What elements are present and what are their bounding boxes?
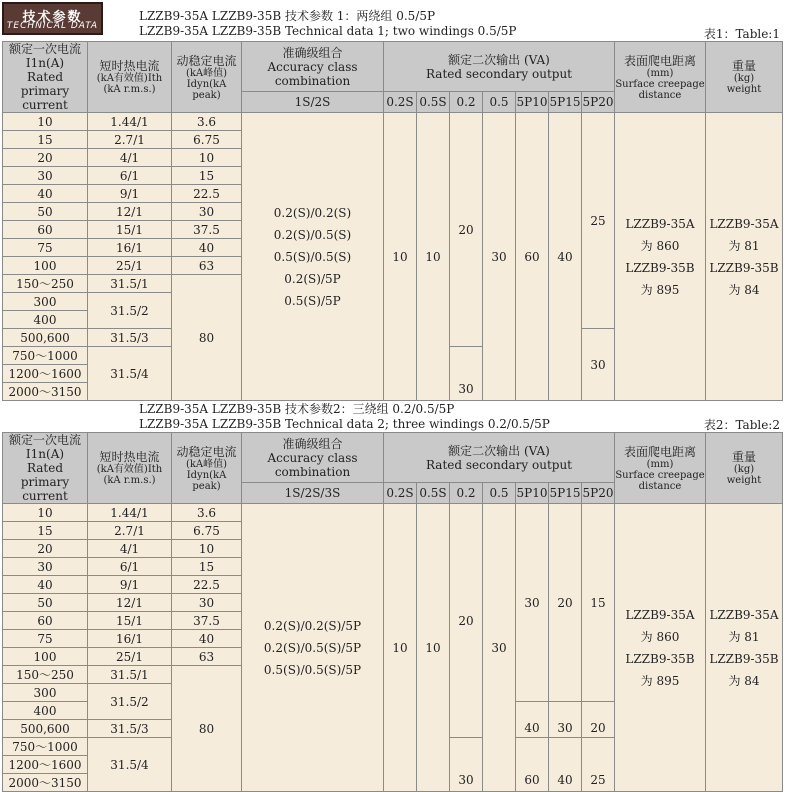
current-cell: 750～1000 — [3, 738, 88, 756]
thermal-cell: 4/1 — [88, 149, 172, 167]
current-cell: 300 — [3, 293, 88, 311]
thermal-cell: 25/1 — [88, 648, 172, 666]
output-5P15-low: 40 — [549, 738, 582, 792]
dynamic-cell: 40 — [172, 630, 242, 648]
output-0.2-low: 30 — [450, 738, 483, 792]
output-0.2: 20 — [450, 113, 483, 347]
thermal-cell: 15/1 — [88, 612, 172, 630]
table2-label: 表2：Table:2 — [703, 418, 780, 432]
output-5P10: 30 — [516, 504, 549, 702]
col-0.2: 0.2 — [450, 483, 483, 504]
output-0.2S: 10 — [384, 504, 417, 792]
col-5P20: 5P20 — [582, 483, 615, 504]
output-0.2-low: 30 — [450, 347, 483, 401]
secondary-output-header: 额定二次输出 (VA) Rated secondary output — [384, 42, 615, 92]
accuracy-combination-header: 准确级组合 Accuracy class combination — [242, 433, 384, 483]
dynamic-cell: 22.5 — [172, 185, 242, 203]
creepage-header: 表面爬电距离 (mm) Surface creepage distance — [615, 433, 706, 504]
dynamic-cell: 37.5 — [172, 221, 242, 239]
thermal-cell: 9/1 — [88, 185, 172, 203]
weight-header: 重量 (kg) weight — [706, 433, 783, 504]
badge-title-cn: 技术参数 — [22, 10, 83, 25]
output-5P20: 15 — [582, 504, 615, 702]
col-5P10: 5P10 — [516, 92, 549, 113]
current-cell: 10 — [3, 504, 88, 522]
current-cell: 50 — [3, 594, 88, 612]
table1 — [2, 41, 783, 401]
output-0.5S: 10 — [417, 113, 450, 401]
col-0.5: 0.5 — [483, 483, 516, 504]
thermal-cell: 16/1 — [88, 630, 172, 648]
output-0.2S: 10 — [384, 113, 417, 401]
thermal-cell: 6/1 — [88, 558, 172, 576]
thermal-current-header: 短时热电流 (kA有效值)Ith (kA r.m.s.) — [88, 42, 172, 113]
current-cell: 1200～1600 — [3, 756, 88, 774]
current-cell: 2000～3150 — [3, 383, 88, 401]
col-0.5S: 0.5S — [417, 92, 450, 113]
secondary-output-header: 额定二次输出 (VA) Rated secondary output — [384, 433, 615, 483]
dynamic-cell: 30 — [172, 203, 242, 221]
dynamic-cell: 10 — [172, 540, 242, 558]
thermal-cell: 31.5/3 — [88, 329, 172, 347]
weight-values: LZZB9-35A 为 81 LZZB9-35B 为 84 — [706, 113, 783, 401]
current-cell: 300 — [3, 684, 88, 702]
table2-caption-en: LZZB9-35A LZZB9-35B Technical data 2; three windings 0.2/0.5/5P — [139, 417, 550, 431]
current-cell: 40 — [3, 576, 88, 594]
dynamic-cell: 15 — [172, 558, 242, 576]
thermal-cell: 31.5/1 — [88, 666, 172, 684]
current-cell: 150～250 — [3, 275, 88, 293]
dynamic-cell: 63 — [172, 648, 242, 666]
thermal-cell: 31.5/1 — [88, 275, 172, 293]
dynamic-cell: 3.6 — [172, 113, 242, 131]
current-cell: 100 — [3, 257, 88, 275]
current-cell: 75 — [3, 239, 88, 257]
current-cell: 50 — [3, 203, 88, 221]
col-0.5S: 0.5S — [417, 483, 450, 504]
current-cell: 15 — [3, 522, 88, 540]
current-cell: 400 — [3, 311, 88, 329]
current-cell: 20 — [3, 540, 88, 558]
output-5P20-low: 25 — [582, 738, 615, 792]
thermal-cell: 12/1 — [88, 594, 172, 612]
output-5P20-mid: 20 — [582, 702, 615, 738]
table1-caption-cn: LZZB9-35A LZZB9-35B 技术参数 1：两绕组 0.5/5P — [139, 9, 436, 23]
output-5P15: 20 — [549, 504, 582, 702]
col-5P15: 5P15 — [549, 483, 582, 504]
table1-label: 表1：Table:1 — [703, 27, 780, 41]
badge-title-en: TECHNICAL DATA — [6, 21, 99, 31]
output-0.2: 20 — [450, 504, 483, 738]
dynamic-current-header: 动稳定电流 (kA峰值) Idyn(kA peak) — [172, 42, 242, 113]
dynamic-cell: 63 — [172, 257, 242, 275]
thermal-current-header: 短时热电流 (kA有效值)Ith (kA r.m.s.) — [88, 433, 172, 504]
dynamic-cell: 40 — [172, 239, 242, 257]
table1-caption-en: LZZB9-35A LZZB9-35B Technical data 1; two windings 0.5/5P — [139, 24, 517, 38]
col-0.2S: 0.2S — [384, 92, 417, 113]
dynamic-cell: 22.5 — [172, 576, 242, 594]
output-5P10-mid: 40 — [516, 702, 549, 738]
dynamic-cell: 6.75 — [172, 131, 242, 149]
current-cell: 15 — [3, 131, 88, 149]
thermal-cell-merged: 31.5/4 — [88, 347, 172, 401]
table2 — [2, 432, 783, 792]
dynamic-cell: 6.75 — [172, 522, 242, 540]
current-cell: 150～250 — [3, 666, 88, 684]
col-0.2S: 0.2S — [384, 483, 417, 504]
thermal-cell: 15/1 — [88, 221, 172, 239]
current-cell: 1200～1600 — [3, 365, 88, 383]
current-cell: 500,600 — [3, 720, 88, 738]
weight-values: LZZB9-35A 为 81 LZZB9-35B 为 84 — [706, 504, 783, 792]
creepage-values: LZZB9-35A 为 860 LZZB9-35B 为 895 — [615, 504, 706, 792]
technical-data-badge — [2, 2, 103, 35]
current-cell: 2000～3150 — [3, 774, 88, 792]
current-cell: 30 — [3, 167, 88, 185]
thermal-cell: 2.7/1 — [88, 131, 172, 149]
current-cell: 500,600 — [3, 329, 88, 347]
rated-current-header: 额定一次电流 I1n(A) Rated primary current — [3, 433, 88, 504]
thermal-cell-merged: 31.5/4 — [88, 738, 172, 792]
current-cell: 100 — [3, 648, 88, 666]
current-cell: 10 — [3, 113, 88, 131]
table2-caption-cn: LZZB9-35A LZZB9-35B 技术参数2：三绕组 0.2/0.5/5P — [139, 402, 455, 416]
col-5P15: 5P15 — [549, 92, 582, 113]
thermal-cell: 6/1 — [88, 167, 172, 185]
combination-list: 0.2(S)/0.2(S) 0.2(S)/0.5(S) 0.5(S)/0.5(S) 0.2(S)/5P 0.5(S)/5P — [242, 113, 384, 401]
output-5P20: 25 — [582, 113, 615, 329]
current-cell: 75 — [3, 630, 88, 648]
col-5P20: 5P20 — [582, 92, 615, 113]
dynamic-cell: 3.6 — [172, 504, 242, 522]
weight-header: 重量 (kg) weight — [706, 42, 783, 113]
thermal-cell: 1.44/1 — [88, 504, 172, 522]
output-5P10-low: 60 — [516, 738, 549, 792]
dynamic-cell-merged: 80 — [172, 666, 242, 792]
rated-current-header: 额定一次电流 I1n(A) Rated primary current — [3, 42, 88, 113]
current-cell: 40 — [3, 185, 88, 203]
accuracy-combination-header: 准确级组合 Accuracy class combination — [242, 42, 384, 92]
dynamic-cell: 37.5 — [172, 612, 242, 630]
thermal-cell-merged: 31.5/2 — [88, 293, 172, 329]
output-5P20-low: 30 — [582, 329, 615, 401]
thermal-cell: 25/1 — [88, 257, 172, 275]
dynamic-cell-merged: 80 — [172, 275, 242, 401]
thermal-cell: 16/1 — [88, 239, 172, 257]
output-0.5: 30 — [483, 504, 516, 792]
col-5P10: 5P10 — [516, 483, 549, 504]
thermal-cell-merged: 31.5/2 — [88, 684, 172, 720]
col-0.5: 0.5 — [483, 92, 516, 113]
thermal-cell: 9/1 — [88, 576, 172, 594]
current-cell: 400 — [3, 702, 88, 720]
current-cell: 750～1000 — [3, 347, 88, 365]
current-cell: 60 — [3, 612, 88, 630]
thermal-cell: 2.7/1 — [88, 522, 172, 540]
dynamic-cell: 15 — [172, 167, 242, 185]
output-5P15-mid: 30 — [549, 702, 582, 738]
dynamic-cell: 10 — [172, 149, 242, 167]
thermal-cell: 12/1 — [88, 203, 172, 221]
col-0.2: 0.2 — [450, 92, 483, 113]
current-cell: 20 — [3, 149, 88, 167]
creepage-header: 表面爬电距离 (mm) Surface creepage distance — [615, 42, 706, 113]
output-0.5: 30 — [483, 113, 516, 401]
creepage-values: LZZB9-35A 为 860 LZZB9-35B 为 895 — [615, 113, 706, 401]
thermal-cell: 31.5/3 — [88, 720, 172, 738]
output-5P10: 60 — [516, 113, 549, 401]
output-5P15: 40 — [549, 113, 582, 401]
output-0.5S: 10 — [417, 504, 450, 792]
combination-subheader: 1S/2S/3S — [242, 483, 384, 504]
current-cell: 30 — [3, 558, 88, 576]
combination-subheader: 1S/2S — [242, 92, 384, 113]
thermal-cell: 1.44/1 — [88, 113, 172, 131]
thermal-cell: 4/1 — [88, 540, 172, 558]
dynamic-current-header: 动稳定电流 (kA峰值) Idyn(kA peak) — [172, 433, 242, 504]
dynamic-cell: 30 — [172, 594, 242, 612]
combination-list: 0.2(S)/0.2(S)/5P 0.2(S)/0.5(S)/5P 0.5(S)/0.5(S)/5P — [242, 504, 384, 792]
current-cell: 60 — [3, 221, 88, 239]
